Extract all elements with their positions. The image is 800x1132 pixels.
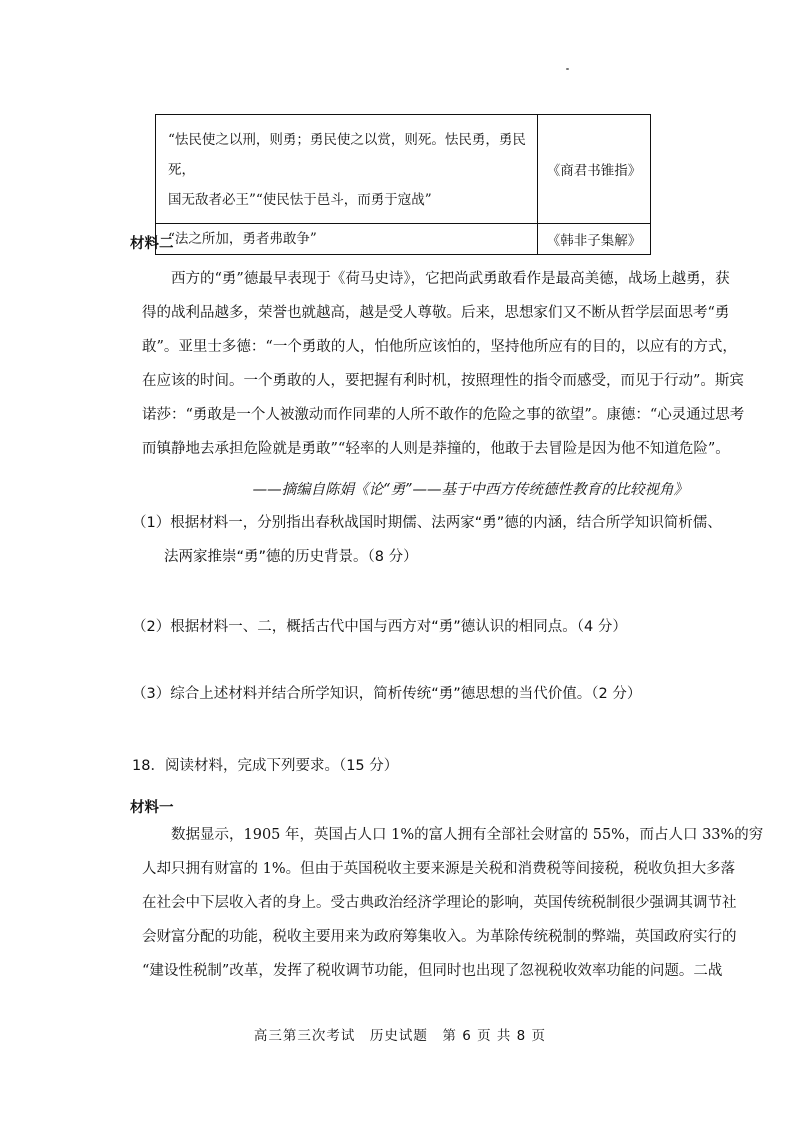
page-footer: 高三第三次考试 历史试题 第 6 页 共 8 页 (253, 1028, 547, 1044)
table-row (156, 115, 651, 224)
quote-line: “怯民使之以刑，则勇；勇民使之以赏，则死。怯民勇，勇民死， (168, 132, 526, 178)
question-18-title (132, 749, 398, 783)
material2-heading: 材料二 (130, 236, 174, 252)
quote-line: “法之所加，勇者弗敢争” (168, 231, 317, 247)
question-line: （3）综合上述材料并结合所学知识，简析传统“勇”德思想的当代价值。（2 分） (132, 686, 642, 702)
quote-line: 国无敌者必王”“使民怯于邑斗，而勇于寇战” (168, 192, 432, 208)
paragraph-line: 数据显示，1905 年，英国占人口 1%的富人拥有全部社会财富的 55%，而占人口 33%的穷 (171, 827, 764, 843)
quote-cell (156, 224, 538, 255)
question-1 (132, 506, 722, 574)
material2-paragraph (142, 262, 745, 466)
table-row (156, 224, 651, 255)
quote-cell (156, 115, 538, 224)
source-cell: 《商君书锥指》 (538, 115, 651, 224)
material2-citation: ——摘编自陈娟《论“勇”——基于中西方传统德性教育的比较视角》 (252, 482, 688, 498)
paragraph-line: 会财富分配的功能，税收主要用来为政府筹集收入。为革除传统税制的弊端，英国政府实行的 (142, 929, 737, 945)
paragraph-line: 在社会中下层收入者的身上。受古典政治经济学理论的影响，英国传统税制很少强调其调节社 (142, 895, 737, 911)
material1-paragraph (142, 818, 764, 988)
source-cell: 《韩非子集解》 (538, 224, 651, 255)
paragraph-line: 诺莎：“勇敢是一个人被激动而作同辈的人所不敢作的危险之事的欲望”。康德：“心灵通过思考 (142, 407, 745, 423)
paragraph-line: 在应该的时间。一个勇敢的人，要把握有利时机，按照理性的指令而感受，而见于行动”。斯宾 (142, 373, 744, 389)
question-3 (132, 677, 641, 711)
paragraph-line: 而镇静地去承担危险就是勇敢”“轻率的人则是莽撞的，他敢于去冒险是因为他不知道危险”。 (142, 441, 730, 457)
question-line: （2）根据材料一、二，概括古代中国与西方对“勇”德认识的相同点。（4 分） (132, 619, 627, 635)
paragraph-line: 西方的“勇”德最早表现于《荷马史诗》，它把尚武勇敢看作是最高美德，战场上越勇，获 (171, 271, 730, 287)
paragraph-line: “建设性税制”改革，发挥了税收调节功能，但同时也出现了忽视税收效率功能的问题。二战 (142, 963, 723, 979)
material1-heading: 材料一 (130, 800, 174, 816)
paragraph-line: 敢”。亚里士多德：“一个勇敢的人，怕他所应该怕的，坚持他所应有的目的，以应有的方式， (142, 339, 737, 355)
question-2 (132, 610, 627, 644)
paragraph-line: 人却只拥有财富的 1%。但由于英国税收主要来源是关税和消费税等间接税，税收负担大多落 (142, 861, 736, 877)
paragraph-line: 得的战利品越多，荣誉也就越高，越是受人尊敬。后来，思想家们又不断从哲学层面思考“勇 (142, 305, 730, 321)
scan-speck (566, 68, 569, 70)
question-line: 18．阅读材料，完成下列要求。（15 分） (132, 758, 399, 774)
question-line: 法两家推崇“勇”德的历史背景。（8 分） (164, 549, 418, 565)
question-line: （1）根据材料一，分别指出春秋战国时期儒、法两家“勇”德的内涵，结合所学知识简析儒、 (132, 515, 722, 531)
quotes-table (155, 114, 651, 255)
